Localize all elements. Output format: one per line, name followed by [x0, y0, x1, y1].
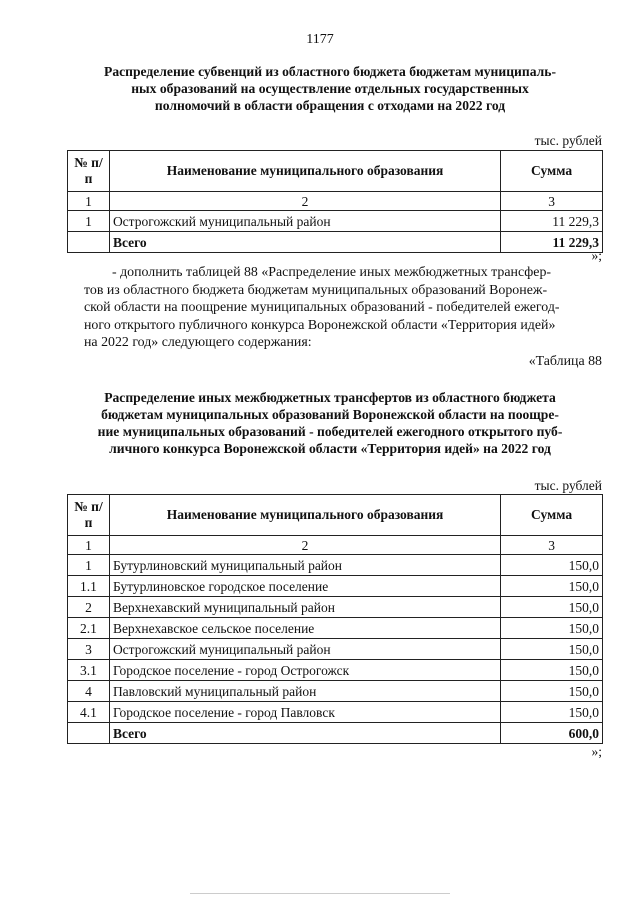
row-num: 4: [68, 681, 110, 702]
row-num: 3.1: [68, 660, 110, 681]
header-name: Наименование муниципального образования: [109, 495, 500, 536]
row-sum: 11 229,3: [501, 211, 603, 232]
section2-unit: тыс. рублей: [534, 478, 602, 493]
table-index-row: [68, 536, 603, 555]
section2-table: [67, 494, 603, 744]
section1-title-line: полномочий в области обращения с отходами на 2022 год: [154, 98, 506, 113]
row-name: Городское поселение - город Острогожск: [109, 660, 500, 681]
section1-title-line: ных образований на осуществление отдельных государственных: [131, 81, 529, 96]
row-sum: 150,0: [501, 681, 603, 702]
row-sum: 150,0: [501, 576, 603, 597]
row-num: 2.1: [68, 618, 110, 639]
row-num: 1: [68, 555, 110, 576]
row-sum: 150,0: [501, 618, 603, 639]
paragraph-line: ской области на поощрение муниципальных образований - победителей ежегод-: [84, 300, 560, 316]
table-header-row: [68, 495, 603, 536]
index-cell: 1: [68, 192, 110, 211]
total-label: Всего: [109, 232, 500, 253]
section2-title: [60, 389, 600, 457]
row-sum: 150,0: [501, 555, 603, 576]
section2-closing: »;: [591, 744, 602, 759]
row-name: Павловский муниципальный район: [109, 681, 500, 702]
section2-title-line: ние муниципальных образований - победителей ежегодного открытого пуб-: [97, 424, 563, 439]
table-row: [68, 702, 603, 723]
table-row: [68, 639, 603, 660]
table-header-row: [68, 151, 603, 192]
index-cell: 3: [501, 536, 603, 555]
row-sum: 150,0: [501, 660, 603, 681]
section2-title-line: бюджетам муниципальных образований Воронежской области на поощре-: [101, 407, 559, 422]
row-sum: 150,0: [501, 639, 603, 660]
section1-unit: тыс. рублей: [534, 133, 602, 148]
index-cell: 2: [109, 192, 500, 211]
row-name: Городское поселение - город Павловск: [109, 702, 500, 723]
section1-title: [70, 63, 590, 114]
header-num: № п/п: [68, 495, 110, 536]
paragraph-line: на 2022 год» следующего содержания:: [84, 335, 312, 351]
row-name: Бутурлиновское городское поселение: [109, 576, 500, 597]
section1-table: [67, 150, 603, 253]
row-num: 3: [68, 639, 110, 660]
table-total-row: [68, 232, 603, 253]
header-sum: Сумма: [501, 495, 603, 536]
row-sum: 150,0: [501, 597, 603, 618]
row-num: 4.1: [68, 702, 110, 723]
row-name: Острогожский муниципальный район: [109, 639, 500, 660]
section2-title-line: личного конкурса Воронежской области «Территория идей» на 2022 год: [109, 441, 551, 456]
header-num: № п/п: [68, 151, 110, 192]
section1-title-line: Распределение субвенций из областного бюджета бюджетам муниципаль-: [104, 64, 556, 79]
total-num: [68, 723, 110, 744]
table-row: [68, 597, 603, 618]
paragraph-line: ного открытого публичного конкурса Воронежской области «Территория идей»: [84, 317, 556, 333]
table-row: [68, 555, 603, 576]
index-cell: 2: [109, 536, 500, 555]
header-sum: Сумма: [501, 151, 603, 192]
total-sum: 11 229,3: [501, 232, 603, 253]
row-name: Верхнехавское сельское поселение: [109, 618, 500, 639]
index-cell: 3: [501, 192, 603, 211]
table-row: [68, 618, 603, 639]
amendment-paragraph: [84, 264, 602, 352]
index-cell: 1: [68, 536, 110, 555]
row-sum: 150,0: [501, 702, 603, 723]
row-num: 2: [68, 597, 110, 618]
total-sum: 600,0: [501, 723, 603, 744]
table-label: «Таблица 88: [528, 354, 602, 369]
total-num: [68, 232, 110, 253]
section2-title-line: Распределение иных межбюджетных трансфертов из областного бюджета: [104, 390, 556, 405]
table-row: [68, 681, 603, 702]
paragraph-line: тов из областного бюджета бюджетам муниципальных образований Воронеж-: [84, 282, 548, 298]
row-name: Острогожский муниципальный район: [109, 211, 500, 232]
row-name: Верхнехавский муниципальный район: [109, 597, 500, 618]
row-num: 1: [68, 211, 110, 232]
table-row: [68, 211, 603, 232]
header-name: Наименование муниципального образования: [109, 151, 500, 192]
page-bottom-rule: [190, 893, 450, 894]
table-row: [68, 576, 603, 597]
page-number: 1177: [306, 32, 334, 47]
row-num: 1.1: [68, 576, 110, 597]
section1-closing: »;: [591, 248, 602, 263]
row-name: Бутурлиновский муниципальный район: [109, 555, 500, 576]
table-total-row: [68, 723, 603, 744]
paragraph-line: - дополнить таблицей 88 «Распределение иных межбюджетных трансфер-: [112, 265, 552, 280]
table-row: [68, 660, 603, 681]
total-label: Всего: [109, 723, 500, 744]
table-index-row: [68, 192, 603, 211]
